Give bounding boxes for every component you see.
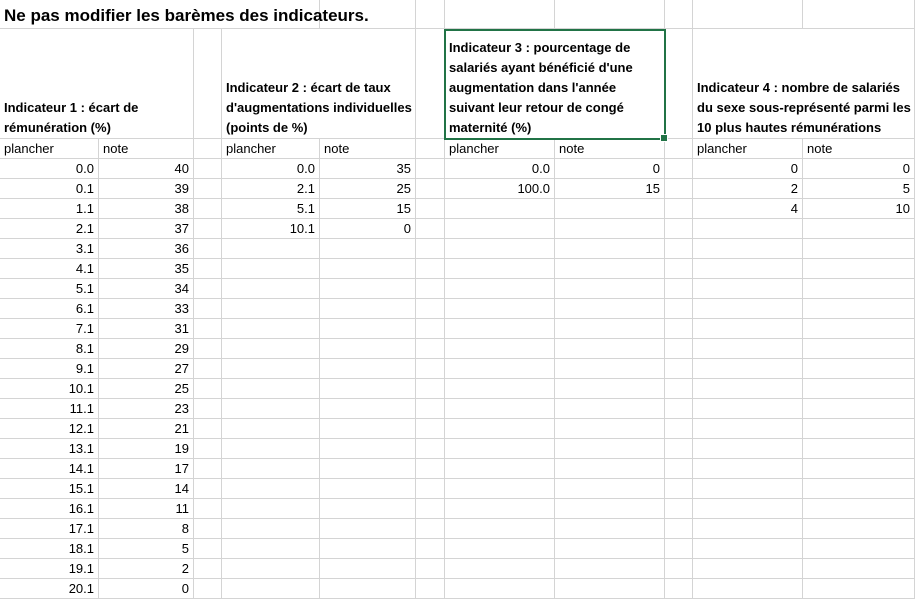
indicator-1-note-value[interactable]: 36 [99, 239, 194, 259]
grid-cell[interactable] [194, 419, 222, 439]
grid-cell[interactable] [555, 319, 665, 339]
title-row-cell[interactable] [665, 0, 693, 29]
sheet-title: Ne pas modifier les barèmes des indicateurs. [4, 6, 369, 25]
grid-cell[interactable] [194, 559, 222, 579]
title-row-cell[interactable] [555, 0, 665, 29]
indicator-1-plancher-value[interactable]: 13.1 [0, 439, 99, 459]
grid-cell[interactable] [693, 519, 803, 539]
grid-cell[interactable] [555, 419, 665, 439]
grid-cell[interactable] [222, 359, 320, 379]
indicator-4-plancher-value[interactable]: 2 [693, 179, 803, 199]
grid-cell[interactable] [665, 339, 693, 359]
indicator-3-header[interactable] [445, 29, 665, 139]
grid-cell[interactable] [194, 339, 222, 359]
header-row-cell[interactable] [665, 29, 693, 139]
indicator-1-plancher-value[interactable]: 19.1 [0, 559, 99, 579]
grid-cell[interactable] [194, 379, 222, 399]
grid-cell[interactable] [803, 399, 915, 419]
grid-cell[interactable] [665, 299, 693, 319]
grid-cell[interactable] [416, 199, 445, 219]
grid-cell[interactable] [445, 199, 555, 219]
grid-cell[interactable] [665, 219, 693, 239]
grid-cell[interactable] [416, 539, 445, 559]
grid-cell[interactable] [194, 519, 222, 539]
indicator-3-note-value[interactable]: 0 [555, 159, 665, 179]
indicator-1-plancher-value[interactable]: 9.1 [0, 359, 99, 379]
grid-cell[interactable] [445, 359, 555, 379]
grid-cell[interactable] [555, 499, 665, 519]
grid-cell[interactable] [693, 339, 803, 359]
indicator-1-plancher-value[interactable]: 1.1 [0, 199, 99, 219]
indicator-3-header-text: Indicateur 3 : pourcentage de salariés ayant bénéficié d'une augmentation dans l'année suivant leur retour de congé maternité (%) [449, 40, 633, 135]
grid-cell[interactable] [555, 279, 665, 299]
grid-cell[interactable] [693, 219, 803, 239]
grid-cell[interactable] [665, 579, 693, 599]
grid-cell[interactable] [665, 279, 693, 299]
indicator-1-plancher-value[interactable]: 5.1 [0, 279, 99, 299]
grid-cell[interactable] [693, 579, 803, 599]
grid-cell[interactable] [445, 579, 555, 599]
indicator-4-note-label[interactable]: note [803, 139, 915, 159]
grid-cell[interactable] [222, 279, 320, 299]
grid-cell[interactable] [320, 479, 416, 499]
grid-cell[interactable] [416, 559, 445, 579]
grid-cell[interactable] [320, 539, 416, 559]
grid-cell[interactable] [445, 299, 555, 319]
grid-cell[interactable] [416, 579, 445, 599]
indicator-1-plancher-label[interactable]: plancher [0, 139, 99, 159]
indicator-1-note-value[interactable]: 38 [99, 199, 194, 219]
grid-cell[interactable] [445, 219, 555, 239]
grid-cell[interactable] [445, 439, 555, 459]
grid-cell[interactable] [222, 499, 320, 519]
grid-cell[interactable] [555, 479, 665, 499]
grid-cell[interactable] [320, 359, 416, 379]
indicator-2-note-value[interactable]: 25 [320, 179, 416, 199]
indicator-2-plancher-value[interactable]: 10.1 [222, 219, 320, 239]
indicator-1-note-value[interactable]: 23 [99, 399, 194, 419]
grid-cell[interactable] [194, 179, 222, 199]
grid-cell[interactable] [693, 459, 803, 479]
grid-cell[interactable] [803, 279, 915, 299]
grid-cell[interactable] [416, 359, 445, 379]
grid-cell[interactable] [416, 399, 445, 419]
grid-cell[interactable] [803, 439, 915, 459]
grid-cell[interactable] [555, 439, 665, 459]
grid-cell[interactable] [222, 419, 320, 439]
grid-cell[interactable] [555, 399, 665, 419]
grid-cell[interactable] [320, 419, 416, 439]
grid-cell[interactable] [665, 239, 693, 259]
grid-cell[interactable] [194, 539, 222, 559]
grid-cell[interactable] [320, 319, 416, 339]
grid-cell[interactable] [445, 459, 555, 479]
grid-cell[interactable] [665, 439, 693, 459]
grid-cell[interactable] [803, 479, 915, 499]
grid-cell[interactable] [445, 559, 555, 579]
indicator-4-note-value[interactable]: 10 [803, 199, 915, 219]
grid-cell[interactable] [194, 579, 222, 599]
title-row-cell[interactable] [803, 0, 915, 29]
grid-cell[interactable] [194, 219, 222, 239]
grid-cell[interactable] [803, 519, 915, 539]
grid-cell[interactable] [194, 199, 222, 219]
indicator-1-header-text: Indicateur 1 : écart de rémunération (%) [4, 100, 139, 135]
grid-cell[interactable] [693, 379, 803, 399]
grid-cell[interactable] [416, 419, 445, 439]
grid-cell[interactable] [665, 139, 693, 159]
indicator-1-note-value[interactable]: 25 [99, 379, 194, 399]
grid-cell[interactable] [693, 319, 803, 339]
grid-cell[interactable] [803, 319, 915, 339]
grid-cell[interactable] [445, 279, 555, 299]
indicator-2-note-value[interactable]: 15 [320, 199, 416, 219]
grid-cell[interactable] [194, 439, 222, 459]
grid-cell[interactable] [555, 199, 665, 219]
grid-cell[interactable] [320, 459, 416, 479]
grid-cell[interactable] [445, 499, 555, 519]
grid-cell[interactable] [693, 299, 803, 319]
grid-cell[interactable] [555, 219, 665, 239]
grid-cell[interactable] [445, 339, 555, 359]
indicator-1-note-value[interactable]: 5 [99, 539, 194, 559]
indicator-1-note-value[interactable]: 27 [99, 359, 194, 379]
grid-cell[interactable] [222, 379, 320, 399]
grid-cell[interactable] [194, 479, 222, 499]
grid-cell[interactable] [416, 439, 445, 459]
grid-cell[interactable] [416, 379, 445, 399]
indicator-1-note-value[interactable]: 14 [99, 479, 194, 499]
grid-cell[interactable] [665, 259, 693, 279]
grid-cell[interactable] [665, 499, 693, 519]
indicator-1-plancher-value[interactable]: 6.1 [0, 299, 99, 319]
grid-cell[interactable] [222, 459, 320, 479]
grid-cell[interactable] [194, 499, 222, 519]
grid-cell[interactable] [555, 239, 665, 259]
indicator-1-note-value[interactable]: 40 [99, 159, 194, 179]
grid-cell[interactable] [320, 379, 416, 399]
indicator-1-note-value[interactable]: 29 [99, 339, 194, 359]
indicator-2-note-value[interactable]: 0 [320, 219, 416, 239]
fill-handle[interactable] [660, 134, 668, 142]
grid-cell[interactable] [665, 519, 693, 539]
grid-cell[interactable] [803, 219, 915, 239]
indicator-1-plancher-value[interactable]: 20.1 [0, 579, 99, 599]
indicator-1-plancher-value[interactable]: 0.1 [0, 179, 99, 199]
grid-cell[interactable] [416, 319, 445, 339]
grid-cell[interactable] [320, 339, 416, 359]
grid-cell[interactable] [320, 499, 416, 519]
grid-cell[interactable] [665, 319, 693, 339]
grid-cell[interactable] [445, 479, 555, 499]
grid-cell[interactable] [222, 439, 320, 459]
grid-cell[interactable] [693, 259, 803, 279]
grid-cell[interactable] [445, 239, 555, 259]
indicator-1-plancher-value[interactable]: 2.1 [0, 219, 99, 239]
indicator-1-note-value[interactable]: 31 [99, 319, 194, 339]
grid-cell[interactable] [222, 519, 320, 539]
indicator-2-plancher-label[interactable]: plancher [222, 139, 320, 159]
grid-cell[interactable] [222, 559, 320, 579]
grid-cell[interactable] [803, 539, 915, 559]
indicator-1-plancher-value[interactable]: 18.1 [0, 539, 99, 559]
grid-cell[interactable] [803, 459, 915, 479]
grid-cell[interactable] [803, 239, 915, 259]
indicator-4-note-value[interactable]: 0 [803, 159, 915, 179]
grid-cell[interactable] [416, 219, 445, 239]
grid-cell[interactable] [320, 259, 416, 279]
grid-cell[interactable] [555, 559, 665, 579]
indicator-4-plancher-value[interactable]: 4 [693, 199, 803, 219]
grid-cell[interactable] [320, 239, 416, 259]
grid-cell[interactable] [555, 299, 665, 319]
grid-cell[interactable] [416, 459, 445, 479]
indicator-1-note-value[interactable]: 35 [99, 259, 194, 279]
grid-cell[interactable] [445, 379, 555, 399]
indicator-1-note-value[interactable]: 39 [99, 179, 194, 199]
grid-cell[interactable] [665, 179, 693, 199]
grid-cell[interactable] [665, 359, 693, 379]
indicator-1-note-value[interactable]: 21 [99, 419, 194, 439]
grid-cell[interactable] [665, 539, 693, 559]
indicator-1-plancher-value[interactable]: 7.1 [0, 319, 99, 339]
grid-cell[interactable] [555, 579, 665, 599]
grid-cell[interactable] [222, 479, 320, 499]
grid-cell[interactable] [555, 259, 665, 279]
indicator-1-plancher-value[interactable]: 8.1 [0, 339, 99, 359]
indicator-1-note-value[interactable]: 8 [99, 519, 194, 539]
grid-cell[interactable] [555, 539, 665, 559]
grid-cell[interactable] [416, 279, 445, 299]
grid-cell[interactable] [665, 419, 693, 439]
grid-cell[interactable] [803, 379, 915, 399]
indicator-2-header-text: Indicateur 2 : écart de taux d'augmentations individuelles (points de %) [226, 80, 412, 135]
grid-cell[interactable] [194, 259, 222, 279]
grid-cell[interactable] [803, 299, 915, 319]
indicator-3-plancher-value[interactable]: 0.0 [445, 159, 555, 179]
grid-cell[interactable] [693, 239, 803, 259]
grid-cell[interactable] [555, 359, 665, 379]
grid-cell[interactable] [693, 559, 803, 579]
grid-cell[interactable] [222, 299, 320, 319]
grid-cell[interactable] [555, 379, 665, 399]
indicator-3-plancher-value[interactable]: 100.0 [445, 179, 555, 199]
grid-cell[interactable] [693, 479, 803, 499]
indicator-1-plancher-value[interactable]: 3.1 [0, 239, 99, 259]
indicator-1-note-value[interactable]: 34 [99, 279, 194, 299]
grid-cell[interactable] [445, 539, 555, 559]
grid-cell[interactable] [194, 139, 222, 159]
indicator-3-note-label[interactable]: note [555, 139, 665, 159]
grid-cell[interactable] [445, 319, 555, 339]
grid-cell[interactable] [416, 259, 445, 279]
grid-cell[interactable] [194, 399, 222, 419]
indicator-4-plancher-value[interactable]: 0 [693, 159, 803, 179]
indicator-1-note-value[interactable]: 19 [99, 439, 194, 459]
indicator-2-note-value[interactable]: 35 [320, 159, 416, 179]
indicator-1-plancher-value[interactable]: 16.1 [0, 499, 99, 519]
indicator-1-plancher-value[interactable]: 11.1 [0, 399, 99, 419]
grid-cell[interactable] [803, 419, 915, 439]
indicator-2-plancher-value[interactable]: 0.0 [222, 159, 320, 179]
grid-cell[interactable] [665, 379, 693, 399]
indicator-4-header-text: Indicateur 4 : nombre de salariés du sexe sous-représenté parmi les 10 plus hautes rémunérations [697, 80, 911, 135]
grid-cell[interactable] [416, 339, 445, 359]
grid-cell[interactable] [803, 339, 915, 359]
grid-cell[interactable] [555, 339, 665, 359]
indicator-1-plancher-value[interactable]: 0.0 [0, 159, 99, 179]
grid-cell[interactable] [693, 539, 803, 559]
grid-cell[interactable] [194, 319, 222, 339]
indicator-1-note-value[interactable]: 11 [99, 499, 194, 519]
grid-cell[interactable] [416, 499, 445, 519]
grid-cell[interactable] [665, 159, 693, 179]
grid-cell[interactable] [320, 299, 416, 319]
grid-cell[interactable] [665, 199, 693, 219]
grid-cell[interactable] [665, 459, 693, 479]
grid-cell[interactable] [416, 479, 445, 499]
indicator-1-note-value[interactable]: 37 [99, 219, 194, 239]
grid-cell[interactable] [222, 259, 320, 279]
grid-cell[interactable] [416, 299, 445, 319]
grid-cell[interactable] [320, 579, 416, 599]
indicator-3-plancher-label[interactable]: plancher [445, 139, 555, 159]
grid-cell[interactable] [320, 279, 416, 299]
grid-cell[interactable] [693, 279, 803, 299]
indicator-1-plancher-value[interactable]: 17.1 [0, 519, 99, 539]
grid-cell[interactable] [222, 339, 320, 359]
indicator-1-plancher-value[interactable]: 4.1 [0, 259, 99, 279]
indicator-3-note-value[interactable]: 15 [555, 179, 665, 199]
indicator-4-note-value[interactable]: 5 [803, 179, 915, 199]
grid-cell[interactable] [416, 139, 445, 159]
grid-cell[interactable] [320, 439, 416, 459]
grid-cell[interactable] [445, 419, 555, 439]
grid-cell[interactable] [693, 439, 803, 459]
indicator-1-note-value[interactable]: 33 [99, 299, 194, 319]
grid-cell[interactable] [665, 479, 693, 499]
grid-cell[interactable] [665, 559, 693, 579]
title-row-cell[interactable] [416, 0, 445, 29]
indicator-1-note-value[interactable]: 2 [99, 559, 194, 579]
indicator-4-plancher-label[interactable]: plancher [693, 139, 803, 159]
indicator-2-note-label[interactable]: note [320, 139, 416, 159]
grid-cell[interactable] [416, 159, 445, 179]
header-row-cell[interactable] [194, 29, 222, 139]
indicator-1-note-value[interactable]: 0 [99, 579, 194, 599]
indicator-1-header[interactable] [0, 29, 194, 139]
grid-cell[interactable] [416, 519, 445, 539]
grid-cell[interactable] [194, 299, 222, 319]
indicator-2-header[interactable] [222, 29, 416, 139]
indicator-2-plancher-value[interactable]: 2.1 [222, 179, 320, 199]
grid-cell[interactable] [445, 259, 555, 279]
grid-cell[interactable] [194, 459, 222, 479]
indicator-1-plancher-value[interactable]: 12.1 [0, 419, 99, 439]
grid-cell[interactable] [803, 259, 915, 279]
grid-cell[interactable] [194, 159, 222, 179]
grid-cell[interactable] [222, 319, 320, 339]
indicator-1-note-label[interactable]: note [99, 139, 194, 159]
indicator-4-header[interactable] [693, 29, 915, 139]
grid-cell[interactable] [803, 359, 915, 379]
indicator-1-plancher-value[interactable]: 14.1 [0, 459, 99, 479]
grid-cell[interactable] [693, 419, 803, 439]
grid-cell[interactable] [320, 519, 416, 539]
grid-cell[interactable] [194, 359, 222, 379]
grid-cell[interactable] [416, 239, 445, 259]
grid-cell[interactable] [555, 459, 665, 479]
indicator-1-plancher-value[interactable]: 15.1 [0, 479, 99, 499]
indicator-1-note-value[interactable]: 17 [99, 459, 194, 479]
indicator-1-plancher-value[interactable]: 10.1 [0, 379, 99, 399]
grid-cell[interactable] [222, 539, 320, 559]
grid-cell[interactable] [803, 499, 915, 519]
grid-cell[interactable] [555, 519, 665, 539]
indicator-2-plancher-value[interactable]: 5.1 [222, 199, 320, 219]
grid-cell[interactable] [222, 239, 320, 259]
title-row-cell[interactable] [693, 0, 803, 29]
grid-cell[interactable] [416, 179, 445, 199]
header-row-cell[interactable] [416, 29, 445, 139]
grid-cell[interactable] [320, 399, 416, 419]
grid-cell[interactable] [320, 559, 416, 579]
grid-cell[interactable] [803, 579, 915, 599]
grid-cell[interactable] [445, 399, 555, 419]
grid-cell[interactable] [222, 579, 320, 599]
grid-cell[interactable] [194, 239, 222, 259]
grid-cell[interactable] [445, 519, 555, 539]
title-row-cell[interactable] [445, 0, 555, 29]
grid-cell[interactable] [693, 359, 803, 379]
grid-cell[interactable] [194, 279, 222, 299]
grid-cell[interactable] [693, 399, 803, 419]
grid-cell[interactable] [803, 559, 915, 579]
grid-cell[interactable] [222, 399, 320, 419]
grid-cell[interactable] [665, 399, 693, 419]
grid-cell[interactable] [693, 499, 803, 519]
